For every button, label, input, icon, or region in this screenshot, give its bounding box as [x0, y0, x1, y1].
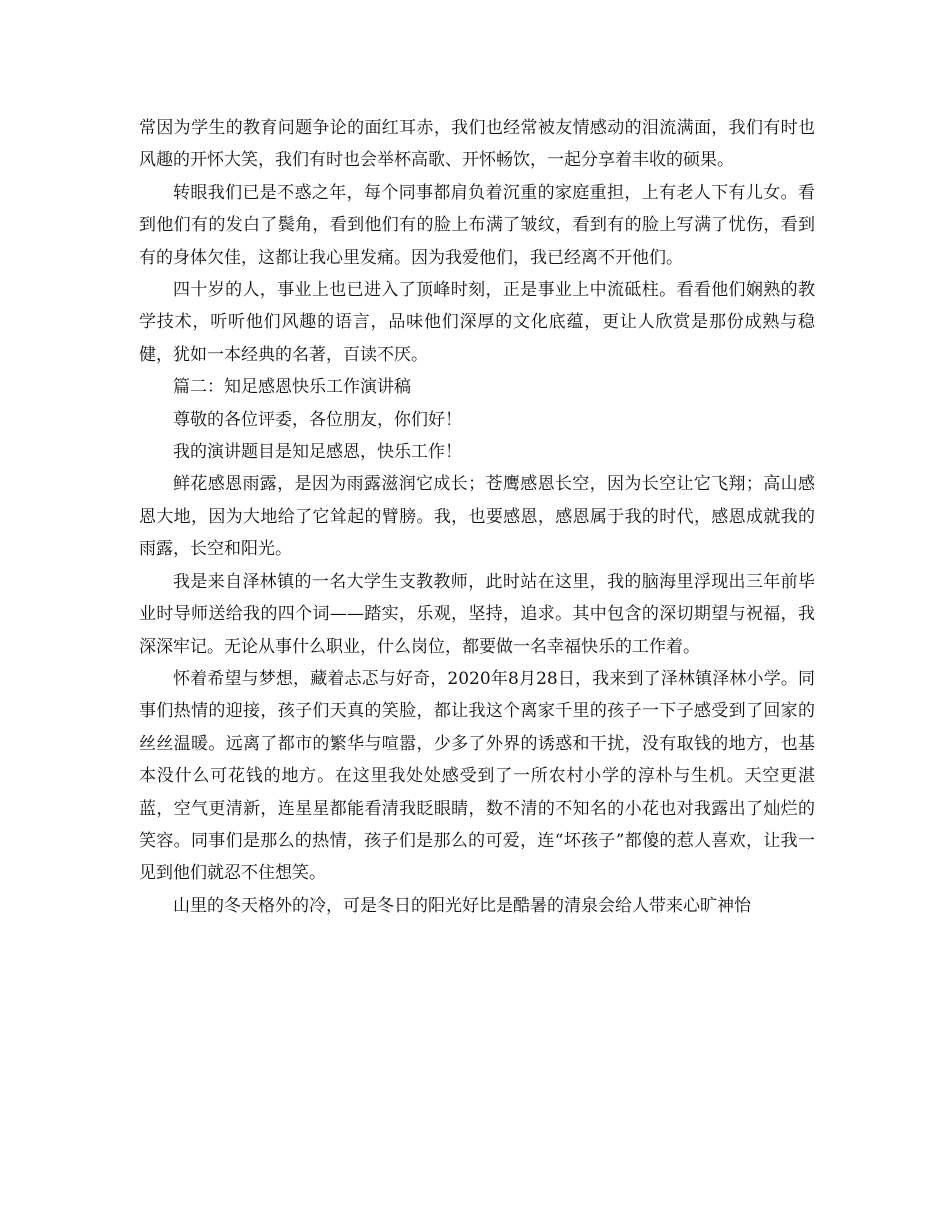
document-body [139, 112, 815, 922]
section-heading: 篇二：知足感恩快乐工作演讲稿 [173, 377, 411, 398]
paragraph-continuation: 常因为学生的教育问题争论的面红耳赤，我们也经常被友情感动的泪流满面，我们有时也风趣的开怀大笑，我们有时也会举杯高歌、开怀畅饮，一起分享着丰收的硕果。 [139, 118, 815, 171]
speech-title-line: 我的演讲题目是知足感恩，快乐工作！ [173, 442, 462, 463]
paragraph: 怀着希望与梦想，藏着忐忑与好奇，2020年8月28日，我来到了泽林镇泽林小学。同事们热情的迎接，孩子们天真的笑脸，都让我这个离家千里的孩子一下子感受到了回家的丝丝温暖。远离了都市的繁华与喧嚣，少多了外界的诱惑和干扰，没有取钱的地方，也基本没什么可花钱的地方。在这里我处处感受到了一所农村小学的淳朴与生机。天空更湛蓝，空气更清新，连星星都能看清我眨眼睛，数不清的不知名的小花也对我露出了灿烂的笑容。同事们是那么的热情，孩子们是那么的可爱，连“坏孩子”都傻的惹人喜欢，让我一见到他们就忍不住想笑。 [139, 668, 815, 884]
paragraph: 我是来自泽林镇的一名大学生支教教师，此时站在这里，我的脑海里浮现出三年前毕业时导师送给我的四个词——踏实，乐观，坚持，追求。其中包含的深切期望与祝福，我深深牢记。无论从事什么职业，什么岗位，都要做一名幸福快乐的工作着。 [139, 571, 815, 657]
greeting: 尊敬的各位评委，各位朋友，你们好！ [173, 409, 462, 430]
paragraph: 鲜花感恩雨露，是因为雨露滋润它成长；苍鹰感恩长空，因为长空让它飞翔；高山感恩大地，因为大地给了它耸起的臂膀。我，也要感恩，感恩属于我的时代，感恩成就我的雨露，长空和阳光。 [139, 474, 815, 560]
paragraph: 山里的冬天格外的冷，可是冬日的阳光好比是酷暑的清泉会给人带来心旷神怡 [173, 895, 751, 916]
paragraph: 四十岁的人，事业上也已进入了顶峰时刻，正是事业上中流砥柱。看看他们娴熟的教学技术，听听他们风趣的语言，品味他们深厚的文化底蕴，更让人欣赏是那份成熟与稳健，犹如一本经典的名著，百读不厌。 [139, 280, 815, 365]
paragraph: 转眼我们已是不惑之年，每个同事都肩负着沉重的家庭重担，上有老人下有儿女。看到他们有的发白了鬓角，看到他们有的脸上布满了皱纹，看到有的脸上写满了忧伤，看到有的身体欠佳，这都让我心里发痛。因为我爱他们，我已经离不开他们。 [139, 182, 815, 268]
